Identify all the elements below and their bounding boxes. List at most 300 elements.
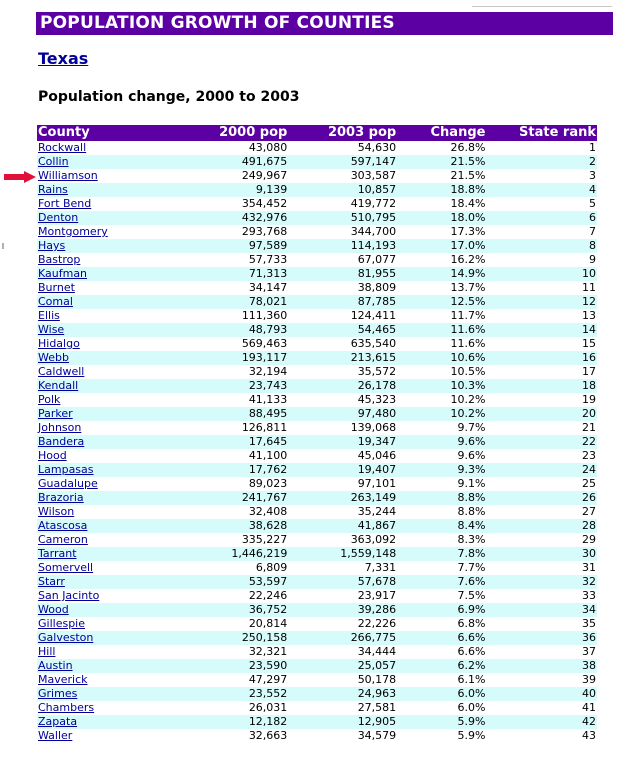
col-header-change: Change	[397, 125, 486, 141]
state-rank-cell: 17	[486, 365, 597, 379]
change-cell: 18.8%	[397, 183, 486, 197]
pop-2000-cell: 36,752	[187, 603, 288, 617]
table-row	[37, 155, 597, 169]
state-rank-cell: 2	[486, 155, 597, 169]
county-link[interactable]: Montgomery	[38, 225, 108, 238]
county-link[interactable]: Rains	[38, 183, 68, 196]
change-cell: 9.6%	[397, 449, 486, 463]
change-cell: 17.3%	[397, 225, 486, 239]
table-body	[37, 141, 597, 743]
col-header-state-rank: State rank	[486, 125, 597, 141]
county-cell	[37, 687, 187, 701]
pop-2000-cell: 569,463	[187, 337, 288, 351]
table-row	[37, 477, 597, 491]
pop-2003-cell: 19,347	[288, 435, 397, 449]
county-link[interactable]: Brazoria	[38, 491, 84, 504]
pop-2003-cell: 97,480	[288, 407, 397, 421]
pop-2003-cell: 266,775	[288, 631, 397, 645]
county-cell	[37, 631, 187, 645]
pop-2003-cell: 23,917	[288, 589, 397, 603]
pop-2000-cell: 193,117	[187, 351, 288, 365]
pop-2003-cell: 26,178	[288, 379, 397, 393]
change-cell: 10.2%	[397, 407, 486, 421]
pop-2000-cell: 43,080	[187, 141, 288, 155]
change-cell: 6.8%	[397, 617, 486, 631]
change-cell: 6.1%	[397, 673, 486, 687]
county-cell	[37, 659, 187, 673]
pop-2003-cell: 34,444	[288, 645, 397, 659]
change-cell: 9.3%	[397, 463, 486, 477]
table-row	[37, 211, 597, 225]
pop-2000-cell: 6,809	[187, 561, 288, 575]
pop-2003-cell: 27,581	[288, 701, 397, 715]
table-row	[37, 197, 597, 211]
county-link[interactable]: Cameron	[38, 533, 88, 546]
change-cell: 9.1%	[397, 477, 486, 491]
table-row	[37, 575, 597, 589]
county-cell	[37, 715, 187, 729]
pop-2000-cell: 335,227	[187, 533, 288, 547]
pop-2000-cell: 32,408	[187, 505, 288, 519]
county-link[interactable]: Denton	[38, 211, 79, 224]
state-rank-cell: 14	[486, 323, 597, 337]
change-cell: 13.7%	[397, 281, 486, 295]
state-rank-cell: 6	[486, 211, 597, 225]
state-rank-cell: 11	[486, 281, 597, 295]
change-cell: 8.4%	[397, 519, 486, 533]
red-arrow-icon	[4, 171, 36, 183]
county-link[interactable]: Comal	[38, 295, 73, 308]
state-rank-cell: 28	[486, 519, 597, 533]
pop-2000-cell: 41,133	[187, 393, 288, 407]
state-rank-cell: 16	[486, 351, 597, 365]
county-cell	[37, 365, 187, 379]
pop-2000-cell: 89,023	[187, 477, 288, 491]
change-cell: 6.9%	[397, 603, 486, 617]
pop-2003-cell: 81,955	[288, 267, 397, 281]
county-link[interactable]: Wise	[38, 323, 65, 336]
col-header-2003-pop: 2003 pop	[288, 125, 397, 141]
state-rank-cell: 23	[486, 449, 597, 463]
pop-2000-cell: 17,762	[187, 463, 288, 477]
county-cell	[37, 603, 187, 617]
state-rank-cell: 42	[486, 715, 597, 729]
county-cell	[37, 281, 187, 295]
change-cell: 9.7%	[397, 421, 486, 435]
table-row	[37, 323, 597, 337]
top-divider-line	[472, 6, 612, 7]
county-cell	[37, 645, 187, 659]
pop-2003-cell: 87,785	[288, 295, 397, 309]
county-link[interactable]: Hays	[38, 239, 66, 252]
pop-2000-cell: 17,645	[187, 435, 288, 449]
county-cell	[37, 253, 187, 267]
change-cell: 6.0%	[397, 701, 486, 715]
table-row	[37, 267, 597, 281]
table-row	[37, 365, 597, 379]
table-row	[37, 491, 597, 505]
change-cell: 10.2%	[397, 393, 486, 407]
pop-2003-cell: 39,286	[288, 603, 397, 617]
change-cell: 6.6%	[397, 631, 486, 645]
county-cell	[37, 547, 187, 561]
change-cell: 8.8%	[397, 491, 486, 505]
state-rank-cell: 34	[486, 603, 597, 617]
county-link[interactable]: Johnson	[38, 421, 82, 434]
change-cell: 14.9%	[397, 267, 486, 281]
county-cell	[37, 463, 187, 477]
county-link[interactable]: Fort Bend	[38, 197, 92, 210]
county-cell	[37, 435, 187, 449]
pop-2000-cell: 22,246	[187, 589, 288, 603]
county-link[interactable]: Maverick	[38, 673, 88, 686]
state-rank-cell: 15	[486, 337, 597, 351]
pop-2000-cell: 71,313	[187, 267, 288, 281]
state-rank-cell: 31	[486, 561, 597, 575]
table-row	[37, 729, 597, 743]
county-link[interactable]: Chambers	[38, 701, 95, 714]
table-row	[37, 169, 597, 183]
page-banner	[36, 12, 613, 35]
county-cell	[37, 379, 187, 393]
change-cell: 21.5%	[397, 169, 486, 183]
table-subtitle: Population change, 2000 to 2003	[38, 89, 300, 105]
state-rank-cell: 18	[486, 379, 597, 393]
pop-2003-cell: 54,465	[288, 323, 397, 337]
pop-2003-cell: 35,244	[288, 505, 397, 519]
state-rank-cell: 10	[486, 267, 597, 281]
pop-2000-cell: 26,031	[187, 701, 288, 715]
table-row	[37, 561, 597, 575]
pop-2000-cell: 9,139	[187, 183, 288, 197]
state-rank-cell: 12	[486, 295, 597, 309]
county-cell	[37, 561, 187, 575]
state-rank-cell: 26	[486, 491, 597, 505]
pop-2003-cell: 303,587	[288, 169, 397, 183]
pop-2000-cell: 432,976	[187, 211, 288, 225]
state-rank-cell: 3	[486, 169, 597, 183]
pop-2003-cell: 419,772	[288, 197, 397, 211]
county-cell	[37, 183, 187, 197]
table-row	[37, 673, 597, 687]
pop-2000-cell: 23,743	[187, 379, 288, 393]
pop-2003-cell: 7,331	[288, 561, 397, 575]
state-rank-cell: 22	[486, 435, 597, 449]
pop-2003-cell: 22,226	[288, 617, 397, 631]
col-header-county: County	[37, 125, 187, 141]
table-row	[37, 547, 597, 561]
table-row	[37, 701, 597, 715]
pop-2003-cell: 35,572	[288, 365, 397, 379]
pop-2000-cell: 20,814	[187, 617, 288, 631]
state-rank-cell: 25	[486, 477, 597, 491]
county-link[interactable]: Bandera	[38, 435, 85, 448]
pop-2000-cell: 32,321	[187, 645, 288, 659]
state-rank-cell: 9	[486, 253, 597, 267]
pop-2000-cell: 1,446,219	[187, 547, 288, 561]
county-link[interactable]: Grimes	[38, 687, 78, 700]
pop-2000-cell: 48,793	[187, 323, 288, 337]
pop-2003-cell: 213,615	[288, 351, 397, 365]
state-rank-cell: 40	[486, 687, 597, 701]
change-cell: 7.7%	[397, 561, 486, 575]
county-link[interactable]: Gillespie	[38, 617, 85, 630]
county-link[interactable]: Burnet	[38, 281, 75, 294]
pop-2003-cell: 24,963	[288, 687, 397, 701]
change-cell: 16.2%	[397, 253, 486, 267]
pop-2000-cell: 88,495	[187, 407, 288, 421]
county-cell	[37, 519, 187, 533]
change-cell: 18.0%	[397, 211, 486, 225]
pop-2003-cell: 45,323	[288, 393, 397, 407]
pop-2000-cell: 32,663	[187, 729, 288, 743]
county-cell	[37, 169, 187, 183]
county-cell	[37, 225, 187, 239]
table-row	[37, 309, 597, 323]
change-cell: 6.2%	[397, 659, 486, 673]
state-rank-cell: 4	[486, 183, 597, 197]
county-link[interactable]: Starr	[38, 575, 65, 588]
change-cell: 8.8%	[397, 505, 486, 519]
pop-2000-cell: 354,452	[187, 197, 288, 211]
state-rank-cell: 19	[486, 393, 597, 407]
table-row	[37, 141, 597, 155]
county-cell	[37, 533, 187, 547]
state-rank-cell: 41	[486, 701, 597, 715]
state-rank-cell: 29	[486, 533, 597, 547]
pop-2003-cell: 45,046	[288, 449, 397, 463]
county-cell	[37, 575, 187, 589]
county-cell	[37, 421, 187, 435]
county-link[interactable]: Wilson	[38, 505, 75, 518]
state-rank-cell: 30	[486, 547, 597, 561]
table-row	[37, 239, 597, 253]
county-cell	[37, 673, 187, 687]
change-cell: 7.8%	[397, 547, 486, 561]
change-cell: 21.5%	[397, 155, 486, 169]
county-cell	[37, 729, 187, 743]
state-rank-cell: 13	[486, 309, 597, 323]
pop-2003-cell: 10,857	[288, 183, 397, 197]
pop-2003-cell: 12,905	[288, 715, 397, 729]
pop-2000-cell: 293,768	[187, 225, 288, 239]
county-cell	[37, 211, 187, 225]
county-link[interactable]: Waller	[38, 729, 73, 742]
pop-2003-cell: 263,149	[288, 491, 397, 505]
table-row	[37, 505, 597, 519]
pop-2000-cell: 32,194	[187, 365, 288, 379]
county-cell	[37, 701, 187, 715]
state-rank-cell: 36	[486, 631, 597, 645]
table-row	[37, 421, 597, 435]
county-cell	[37, 141, 187, 155]
pop-2003-cell: 50,178	[288, 673, 397, 687]
county-link[interactable]: Bastrop	[38, 253, 81, 266]
state-rank-cell: 39	[486, 673, 597, 687]
pop-2000-cell: 250,158	[187, 631, 288, 645]
table-row	[37, 183, 597, 197]
county-cell	[37, 407, 187, 421]
county-cell	[37, 477, 187, 491]
county-cell	[37, 449, 187, 463]
county-link[interactable]: Somervell	[38, 561, 94, 574]
table-row	[37, 351, 597, 365]
state-rank-cell: 38	[486, 659, 597, 673]
county-cell	[37, 589, 187, 603]
county-link[interactable]: Austin	[38, 659, 73, 672]
pop-2003-cell: 67,077	[288, 253, 397, 267]
change-cell: 10.5%	[397, 365, 486, 379]
pop-2000-cell: 111,360	[187, 309, 288, 323]
county-link[interactable]: Hood	[38, 449, 67, 462]
table-row	[37, 533, 597, 547]
county-link[interactable]: Galveston	[38, 631, 94, 644]
table-row	[37, 645, 597, 659]
table-row	[37, 603, 597, 617]
pop-2003-cell: 41,867	[288, 519, 397, 533]
table-row	[37, 407, 597, 421]
change-cell: 6.6%	[397, 645, 486, 659]
pop-2000-cell: 78,021	[187, 295, 288, 309]
state-rank-cell: 33	[486, 589, 597, 603]
pop-2003-cell: 344,700	[288, 225, 397, 239]
pop-2003-cell: 34,579	[288, 729, 397, 743]
county-link[interactable]: Polk	[38, 393, 61, 406]
county-link[interactable]: San Jacinto	[38, 589, 100, 602]
county-link[interactable]: Collin	[38, 155, 69, 168]
table-row	[37, 687, 597, 701]
state-rank-cell: 43	[486, 729, 597, 743]
county-link[interactable]: Guadalupe	[38, 477, 98, 490]
pop-2000-cell: 34,147	[187, 281, 288, 295]
county-cell	[37, 351, 187, 365]
county-link[interactable]: Williamson	[38, 169, 98, 182]
pop-2000-cell: 97,589	[187, 239, 288, 253]
county-link[interactable]: Ellis	[38, 309, 60, 322]
change-cell: 7.6%	[397, 575, 486, 589]
state-rank-cell: 24	[486, 463, 597, 477]
table-row	[37, 715, 597, 729]
pop-2003-cell: 114,193	[288, 239, 397, 253]
county-cell	[37, 267, 187, 281]
pop-2000-cell: 47,297	[187, 673, 288, 687]
county-link[interactable]: Wood	[38, 603, 69, 616]
pop-2000-cell: 249,967	[187, 169, 288, 183]
state-rank-cell: 27	[486, 505, 597, 519]
change-cell: 12.5%	[397, 295, 486, 309]
pop-2003-cell: 19,407	[288, 463, 397, 477]
county-cell	[37, 393, 187, 407]
pop-2003-cell: 97,101	[288, 477, 397, 491]
population-table	[37, 125, 597, 743]
county-link[interactable]: Atascosa	[38, 519, 88, 532]
table-row	[37, 379, 597, 393]
table-row	[37, 393, 597, 407]
county-cell	[37, 617, 187, 631]
county-cell	[37, 155, 187, 169]
pop-2000-cell: 53,597	[187, 575, 288, 589]
change-cell: 11.7%	[397, 309, 486, 323]
pop-2003-cell: 54,630	[288, 141, 397, 155]
county-link[interactable]: Caldwell	[38, 365, 85, 378]
change-cell: 5.9%	[397, 715, 486, 729]
county-link[interactable]: Rockwall	[38, 141, 87, 154]
change-cell: 10.6%	[397, 351, 486, 365]
table-row	[37, 295, 597, 309]
county-link[interactable]: Hill	[38, 645, 56, 658]
pop-2003-cell: 510,795	[288, 211, 397, 225]
table-row	[37, 659, 597, 673]
pop-2003-cell: 1,559,148	[288, 547, 397, 561]
county-link[interactable]: Hidalgo	[38, 337, 80, 350]
change-cell: 8.3%	[397, 533, 486, 547]
state-rank-cell: 20	[486, 407, 597, 421]
county-cell	[37, 309, 187, 323]
county-cell	[37, 505, 187, 519]
table-row	[37, 631, 597, 645]
county-link[interactable]: Parker	[38, 407, 73, 420]
state-rank-cell: 7	[486, 225, 597, 239]
pop-2003-cell: 38,809	[288, 281, 397, 295]
table-row	[37, 337, 597, 351]
state-rank-cell: 5	[486, 197, 597, 211]
table-row	[37, 225, 597, 239]
county-link[interactable]: Kendall	[38, 379, 79, 392]
pop-2000-cell: 126,811	[187, 421, 288, 435]
change-cell: 18.4%	[397, 197, 486, 211]
state-rank-cell: 35	[486, 617, 597, 631]
county-link[interactable]: Tarrant	[38, 547, 77, 560]
state-link-texas[interactable]: Texas	[38, 49, 89, 68]
pop-2000-cell: 491,675	[187, 155, 288, 169]
county-cell	[37, 295, 187, 309]
table-row	[37, 617, 597, 631]
table-row	[37, 253, 597, 267]
state-rank-cell: 37	[486, 645, 597, 659]
change-cell: 7.5%	[397, 589, 486, 603]
col-header-2000-pop: 2000 pop	[187, 125, 288, 141]
state-rank-cell: 1	[486, 141, 597, 155]
change-cell: 9.6%	[397, 435, 486, 449]
table-row	[37, 519, 597, 533]
pop-2003-cell: 124,411	[288, 309, 397, 323]
county-link[interactable]: Kaufman	[38, 267, 88, 280]
pop-2003-cell: 25,057	[288, 659, 397, 673]
pop-2003-cell: 57,678	[288, 575, 397, 589]
county-cell	[37, 337, 187, 351]
change-cell: 6.0%	[397, 687, 486, 701]
change-cell: 17.0%	[397, 239, 486, 253]
county-link[interactable]: Webb	[38, 351, 69, 364]
pop-2000-cell: 57,733	[187, 253, 288, 267]
pop-2000-cell: 38,628	[187, 519, 288, 533]
pop-2000-cell: 23,590	[187, 659, 288, 673]
margin-tick-mark	[2, 243, 4, 249]
change-cell: 5.9%	[397, 729, 486, 743]
county-cell	[37, 197, 187, 211]
change-cell: 11.6%	[397, 337, 486, 351]
table-row	[37, 435, 597, 449]
county-link[interactable]: Lampasas	[38, 463, 94, 476]
county-link[interactable]: Zapata	[38, 715, 78, 728]
pop-2003-cell: 597,147	[288, 155, 397, 169]
county-cell	[37, 239, 187, 253]
change-cell: 26.8%	[397, 141, 486, 155]
pop-2003-cell: 139,068	[288, 421, 397, 435]
change-cell: 11.6%	[397, 323, 486, 337]
pop-2000-cell: 23,552	[187, 687, 288, 701]
pop-2003-cell: 635,540	[288, 337, 397, 351]
